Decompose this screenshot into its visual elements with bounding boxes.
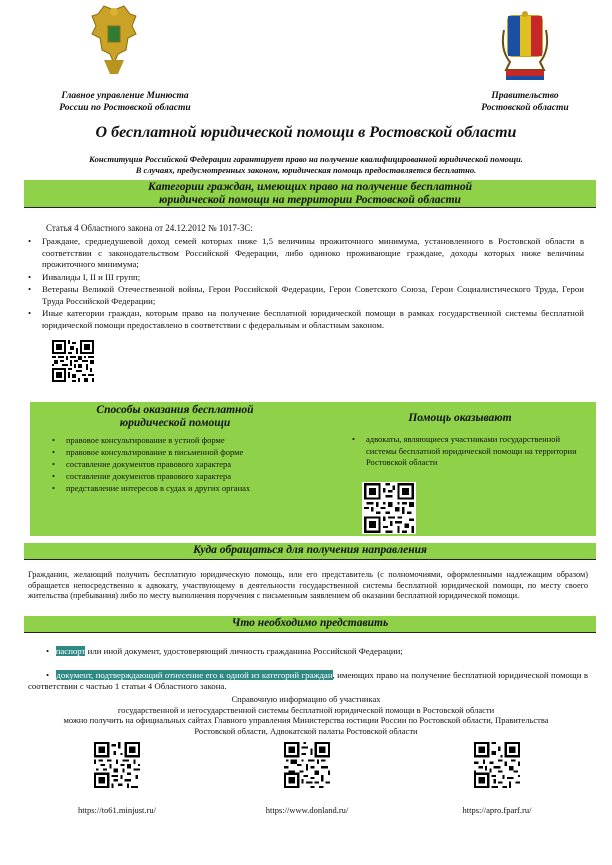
left-org-line2: России по Ростовской области bbox=[59, 103, 191, 113]
left-org-line1: Главное управление Минюста bbox=[61, 91, 189, 101]
reference-line2: государственной и негосударственной системы бесплатной юридической помощи в Ростовской области bbox=[117, 704, 495, 715]
list-item: • Ветераны Великой Отечественной войны, Герои Российской Федерации, Герои Советского Союза, Герои Социалистического Труда, Герои Труда Российской Федерации; bbox=[28, 284, 584, 307]
intro-line2: В случаях, предусмотренных законом, юридическая помощь предоставляется бесплатно. bbox=[135, 165, 477, 175]
page-title: О бесплатной юридической помощи в Ростовской области bbox=[95, 124, 517, 141]
categories-heading-line1: Категории граждан, имеющих право на получение бесплатной bbox=[148, 181, 472, 193]
intro-line1: Конституция Российской Федерации гарантирует право на получение квалифицированной юридической помощи. bbox=[89, 154, 523, 164]
categories-list bbox=[28, 236, 584, 331]
methods-providers-block bbox=[30, 402, 596, 536]
law-reference: Статья 4 Областного закона от 24.12.2012 № 1017-ЗС: bbox=[46, 223, 253, 233]
ministry-emblem-icon bbox=[88, 4, 140, 82]
providers-heading: Помощь оказывают bbox=[408, 412, 512, 424]
rostov-coat-of-arms-icon bbox=[500, 10, 550, 84]
categories-heading-line2: юридической помощи на территории Ростовской области bbox=[159, 194, 461, 206]
right-org-name bbox=[460, 90, 590, 114]
methods-list bbox=[52, 434, 322, 494]
where-text: Гражданин, желающий получить бесплатную юридическую помощь, или его представитель (с полномочиями, оформленными надлежащим образом) обращается непосредственно к адвокату, участвующему в деятельности государственной системы бесплатной юридической помощи, по месту своего жительства (пребывания) либо по месту выполнения поручения с письменным заявлением об оказании бесплатной юридической помощи. bbox=[28, 570, 588, 601]
methods-heading-line1: Способы оказания бесплатной bbox=[96, 404, 254, 416]
methods-heading bbox=[30, 404, 320, 430]
methods-heading-line2: юридической помощи bbox=[119, 417, 231, 429]
qr-code-icon bbox=[94, 742, 140, 788]
list-item: • правовое консультирование в устной форме bbox=[52, 434, 322, 446]
needed-item-2-highlight: документ, подтверждающий отнесение его к одной из категорий граждан bbox=[56, 670, 333, 680]
qr-code-icon bbox=[284, 742, 330, 788]
list-item: • Граждане, среднедушевой доход семей которых ниже 1,5 величины прожиточного минимума, установленного в Ростовской области в соответствии с законодательством Российской Федерации, либо одиноко проживающие граждане, доходы которых ниже величины прожиточного минимума; bbox=[28, 236, 584, 271]
link-apro[interactable]: https://apro.fparf.ru/ bbox=[462, 805, 532, 815]
link-donland[interactable]: https://www.donland.ru/ bbox=[265, 805, 349, 815]
list-item: • правовое консультирование в письменной форме bbox=[52, 446, 322, 458]
right-org-line2: Ростовской области bbox=[481, 103, 569, 113]
list-item: • адвокаты, являющиеся участниками государственной системы бесплатной юридической помощи на территории Ростовской области bbox=[352, 434, 582, 469]
left-org-name bbox=[40, 90, 210, 114]
categories-heading bbox=[24, 180, 596, 208]
link-minjust[interactable]: https://to61.minjust.ru/ bbox=[78, 805, 156, 815]
needed-item-1-text: или иной документ, удостоверяющий личность гражданина Российской Федерации; bbox=[85, 646, 403, 656]
qr-code-icon bbox=[362, 482, 416, 534]
intro-text bbox=[20, 154, 592, 176]
list-item: • составление документов правового характера bbox=[52, 470, 322, 482]
list-item: • представление интересов в судах и других органах bbox=[52, 482, 322, 494]
right-org-line1: Правительство bbox=[491, 91, 559, 101]
reference-info bbox=[20, 694, 592, 736]
needed-item-2: • документ, подтверждающий отнесение его к одной из категорий граждан, имеющих право на получение бесплатной юридической помощи в соответствии с частью 1 статьи 4 Областного закона. bbox=[28, 670, 588, 691]
qr-code-icon bbox=[52, 340, 94, 382]
needed-heading: Что необходимо представить bbox=[24, 616, 596, 633]
needed-item-1: • паспорт или иной документ, удостоверяющий личность гражданина Российской Федерации; bbox=[46, 646, 403, 656]
needed-item-2-text: , имеющих право на получение бесплатной юридической помощи в соответствии с частью 1 статьи 4 Областного закона. bbox=[28, 670, 588, 691]
reference-line4: Ростовской области, Адвокатской палаты Ростовской области bbox=[194, 725, 418, 736]
where-heading: Куда обращаться для получения направления bbox=[24, 543, 596, 560]
list-item: • Иные категории граждан, которым право на получение бесплатной юридической помощи в рамках государственной системы бесплатной юридической помощи предоставлено в соответствии с федеральным и областным законом. bbox=[28, 308, 584, 331]
reference-line3: можно получить на официальных сайтах Главного управления Министерства юстиции России по Ростовской области, Правительства bbox=[63, 715, 549, 725]
qr-code-icon bbox=[474, 742, 520, 788]
needed-item-1-highlight: паспорт bbox=[55, 646, 86, 656]
list-item: • составление документов правового характера bbox=[52, 458, 322, 470]
reference-line1: Справочную информацию об участниках bbox=[231, 694, 381, 704]
providers-list bbox=[352, 434, 582, 469]
list-item: • Инвалиды I, II и III групп; bbox=[28, 272, 584, 284]
